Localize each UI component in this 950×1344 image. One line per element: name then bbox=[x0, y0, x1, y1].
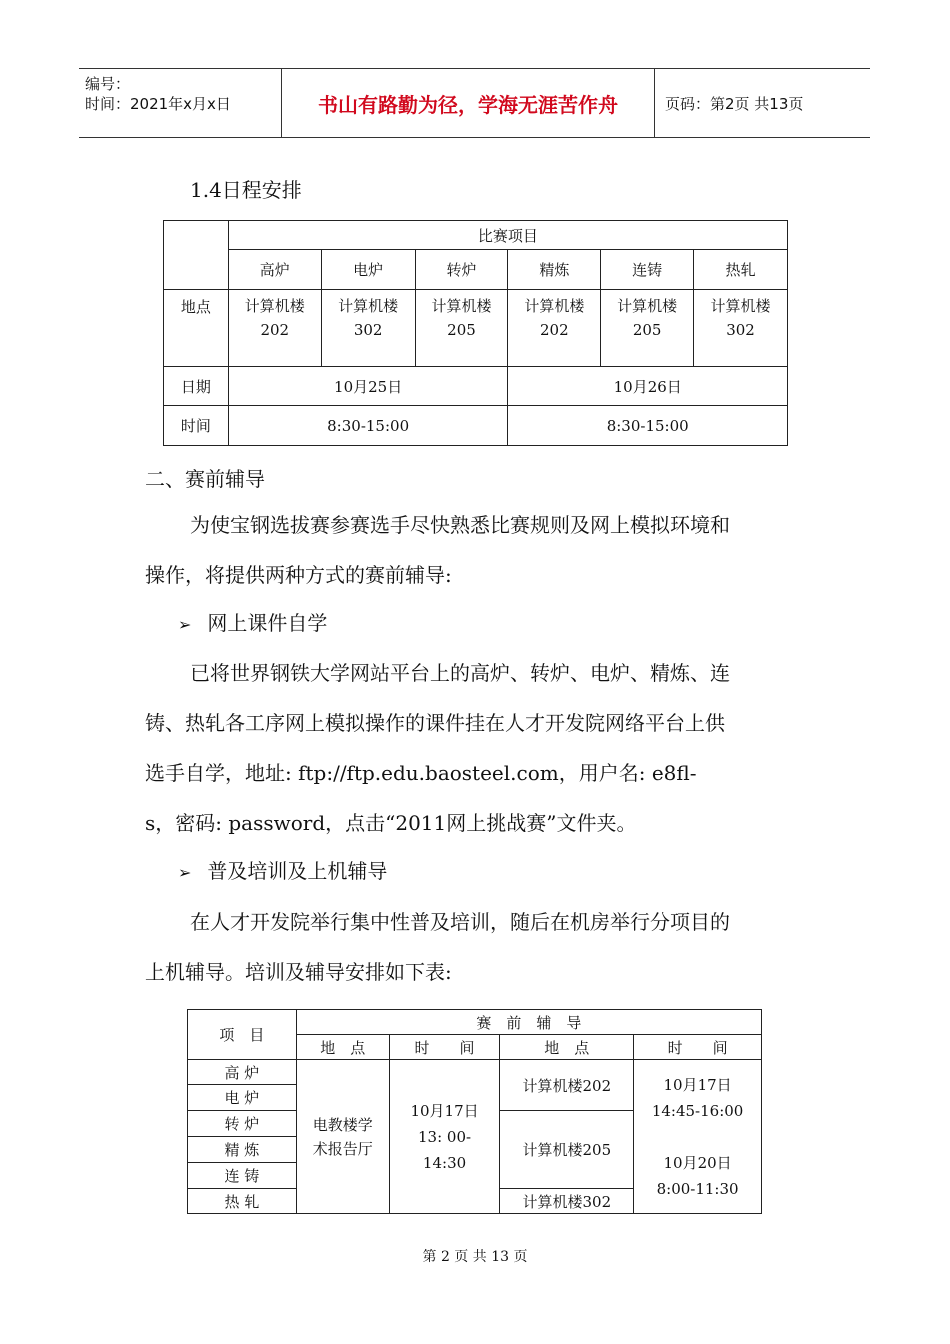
bullet-item bbox=[178, 846, 387, 898]
section-title-coaching: 二、赛前辅导 bbox=[145, 467, 265, 491]
location-building: 计算机楼 bbox=[524, 297, 585, 315]
intro-line: 为使宝钢选拔赛参赛选手尽快熟悉比赛规则及网上模拟环境和 bbox=[190, 513, 730, 537]
item-cell: 连 铸 bbox=[188, 1163, 297, 1189]
col-header: 时 间 bbox=[634, 1035, 762, 1060]
header-code: 编号： bbox=[85, 75, 131, 93]
location-cell bbox=[508, 290, 601, 367]
col-header: 地 点 bbox=[500, 1035, 634, 1060]
bullet-text: 普及培训及上机辅导 bbox=[207, 859, 388, 883]
item-cell: 电 炉 bbox=[188, 1085, 297, 1111]
location-building: 计算机楼 bbox=[710, 297, 771, 315]
event-header: 连铸 bbox=[601, 250, 694, 290]
lab-location-cell: 计算机楼205 bbox=[500, 1111, 634, 1189]
date-cell: 10月26日 bbox=[508, 367, 788, 406]
event-header: 电炉 bbox=[321, 250, 415, 290]
training-location-cell bbox=[296, 1060, 389, 1214]
schedule-table bbox=[163, 220, 788, 446]
page-footer: 第 2 页 共 13 页 bbox=[422, 1249, 528, 1265]
time-cell: 8:30-15:00 bbox=[228, 406, 508, 446]
header-time: 时间：2021年x月x日 bbox=[85, 95, 231, 113]
location-cell bbox=[601, 290, 694, 367]
location-cell bbox=[694, 290, 788, 367]
lab-location-cell: 计算机楼302 bbox=[500, 1189, 634, 1214]
event-header: 高炉 bbox=[228, 250, 321, 290]
training-time-line: 10月17日 bbox=[410, 1101, 479, 1120]
location-room: 205 bbox=[632, 321, 662, 339]
lab-location-cell: 计算机楼202 bbox=[500, 1060, 634, 1111]
item-header: 项 目 bbox=[188, 1010, 297, 1060]
location-cell bbox=[321, 290, 415, 367]
group-header: 赛 前 辅 导 bbox=[296, 1010, 761, 1035]
lab-time-cell bbox=[634, 1060, 762, 1214]
event-header: 热轧 bbox=[694, 250, 788, 290]
event-header: 转炉 bbox=[415, 250, 508, 290]
row-label-location: 地点 bbox=[164, 290, 229, 367]
header-meta bbox=[79, 69, 282, 137]
section-title-schedule: 1.4日程安排 bbox=[190, 178, 302, 202]
location-room: 202 bbox=[260, 321, 290, 339]
location-building: 计算机楼 bbox=[244, 297, 305, 315]
location-room: 202 bbox=[540, 321, 569, 339]
location-room: 205 bbox=[447, 321, 476, 339]
item-cell: 精 炼 bbox=[188, 1137, 297, 1163]
location-room: 302 bbox=[353, 321, 383, 339]
group-header: 比赛项目 bbox=[228, 221, 787, 250]
header-motto: 书山有路勤为径，学海无涯苦作舟 bbox=[282, 69, 655, 137]
item-cell: 热 轧 bbox=[188, 1189, 297, 1214]
bullet-arrow-icon: ➢ bbox=[178, 615, 192, 634]
bullet-item bbox=[178, 598, 327, 650]
paragraph-line: 选手自学，地址: ftp://ftp.edu.baosteel.com，用户名: e8fl- bbox=[145, 761, 697, 785]
header-page-info: 页码：第2页 共13页 bbox=[665, 94, 804, 113]
lab-time-line: 10月20日 bbox=[663, 1153, 732, 1172]
training-location-line: 术报告厅 bbox=[312, 1139, 373, 1158]
training-location-line: 电教楼学 bbox=[312, 1115, 373, 1134]
col-header: 时 间 bbox=[389, 1035, 500, 1060]
col-header: 地 点 bbox=[296, 1035, 389, 1060]
training-time-line: 14:30 bbox=[422, 1153, 467, 1172]
item-cell: 转 炉 bbox=[188, 1111, 297, 1137]
bullet-arrow-icon: ➢ bbox=[178, 863, 192, 882]
date-cell: 10月25日 bbox=[228, 367, 508, 406]
time-cell: 8:30-15:00 bbox=[508, 406, 788, 446]
training-time-cell bbox=[389, 1060, 500, 1214]
page-header bbox=[79, 68, 870, 138]
table-corner bbox=[164, 221, 229, 290]
location-building: 计算机楼 bbox=[338, 297, 399, 315]
training-table bbox=[187, 1009, 762, 1214]
location-building: 计算机楼 bbox=[617, 297, 678, 315]
row-label-date: 日期 bbox=[164, 367, 229, 406]
paragraph-line: s，密码: password，点击“2011网上挑战赛”文件夹。 bbox=[145, 811, 637, 835]
location-cell bbox=[228, 290, 321, 367]
paragraph-line: 上机辅导。培训及辅导安排如下表: bbox=[145, 960, 452, 984]
training-time-line: 13: 00- bbox=[418, 1127, 472, 1146]
lab-time-line: 10月17日 bbox=[663, 1075, 732, 1094]
paragraph-line: 在人才开发院举行集中性普及培训，随后在机房举行分项目的 bbox=[190, 910, 730, 934]
intro-line: 操作，将提供两种方式的赛前辅导: bbox=[145, 563, 452, 587]
lab-time-line: 14:45-16:00 bbox=[651, 1101, 744, 1120]
lab-time-line: 8:00-11:30 bbox=[656, 1179, 739, 1198]
event-header: 精炼 bbox=[508, 250, 601, 290]
location-building: 计算机楼 bbox=[431, 297, 492, 315]
paragraph-line: 已将世界钢铁大学网站平台上的高炉、转炉、电炉、精炼、连 bbox=[190, 661, 730, 685]
item-cell: 高 炉 bbox=[188, 1060, 297, 1085]
paragraph-line: 铸、热轧各工序网上模拟操作的课件挂在人才开发院网络平台上供 bbox=[145, 711, 725, 735]
location-cell bbox=[415, 290, 508, 367]
bullet-text: 网上课件自学 bbox=[207, 611, 328, 635]
row-label-time: 时间 bbox=[164, 406, 229, 446]
location-room: 302 bbox=[726, 321, 755, 339]
